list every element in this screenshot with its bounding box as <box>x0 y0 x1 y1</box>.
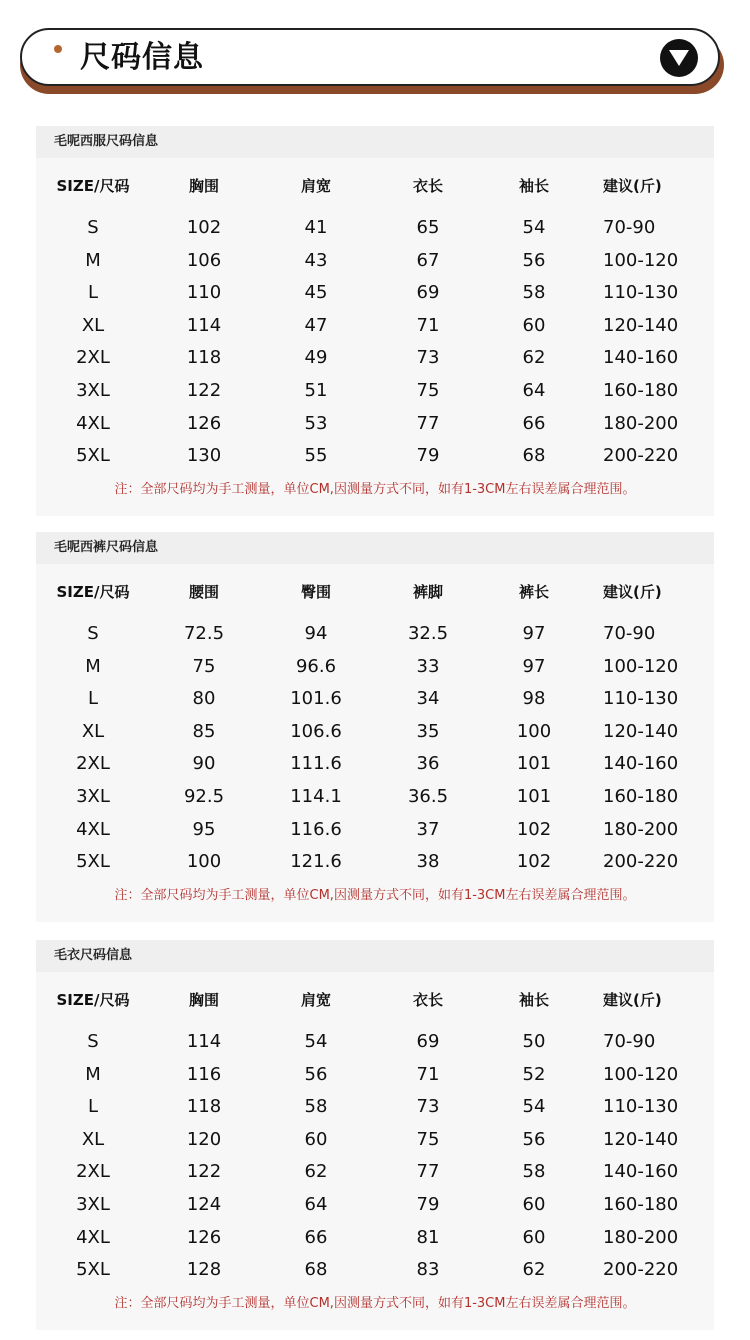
table-cell: 102 <box>516 818 552 840</box>
table-cell: 60 <box>522 314 546 336</box>
table-cell: 79 <box>416 1194 440 1215</box>
table-cell: 58 <box>522 282 546 304</box>
table-cell: 140-160 <box>603 753 679 775</box>
section-title: 毛衣尺码信息 <box>36 940 714 972</box>
table-cell: 73 <box>416 347 440 369</box>
table-cell: 34 <box>416 688 440 710</box>
section-title: 毛呢西裤尺码信息 <box>36 532 714 564</box>
table-cell: 33 <box>416 655 440 677</box>
table-cell: 102 <box>186 217 222 238</box>
measurement-note: 注：全部尺码均为手工测量，单位CM,因测量方式不同，如有1-3CM左右误差属合理范围。 <box>114 1296 636 1311</box>
table-cell: 47 <box>304 314 328 336</box>
table-header-row <box>36 578 714 606</box>
column-header: SIZE/尺码 <box>56 991 130 1009</box>
table-row <box>36 783 714 811</box>
table-cell: 73 <box>416 1096 440 1118</box>
table-cell: 32.5 <box>407 623 449 644</box>
table-cell: 70-90 <box>603 623 656 644</box>
table-row <box>36 279 714 307</box>
size-label: 5XL <box>76 1259 110 1281</box>
table-row <box>36 1191 714 1219</box>
table-row <box>36 750 714 778</box>
table-row <box>36 1256 714 1284</box>
table-cell: 52 <box>522 1063 546 1085</box>
table-cell: 66 <box>304 1226 328 1248</box>
size-label: 5XL <box>76 851 110 873</box>
table-cell: 114.1 <box>290 786 342 807</box>
size-label: S <box>87 1031 99 1052</box>
column-header: SIZE/尺码 <box>56 583 130 601</box>
measurement-note: 注：全部尺码均为手工测量，单位CM,因测量方式不同，如有1-3CM左右误差属合理范围。 <box>114 482 636 497</box>
table-cell: 64 <box>522 380 546 401</box>
table-cell: 160-180 <box>603 786 679 807</box>
table-cell: 200-220 <box>603 445 679 467</box>
size-label: 5XL <box>76 445 110 467</box>
table-cell: 116.6 <box>290 818 342 840</box>
table-cell: 62 <box>522 1259 546 1281</box>
table-cell: 77 <box>416 1161 440 1183</box>
table-cell: 100-120 <box>603 1063 679 1085</box>
table-cell: 80 <box>192 688 216 710</box>
table-cell: 130 <box>186 445 222 467</box>
table-cell: 128 <box>186 1259 222 1281</box>
size-section-trousers <box>36 532 714 922</box>
table-row <box>36 620 714 648</box>
table-cell: 65 <box>416 217 440 238</box>
size-section-suit-jacket <box>36 126 714 516</box>
table-cell: 120 <box>186 1128 222 1150</box>
table-cell: 79 <box>416 445 440 467</box>
table-cell: 81 <box>416 1226 440 1248</box>
table-cell: 118 <box>186 1096 222 1118</box>
table-cell: 200-220 <box>603 1259 679 1281</box>
table-cell: 114 <box>186 1031 222 1052</box>
size-label: M <box>85 249 101 271</box>
column-header: 肩宽 <box>300 991 331 1009</box>
table-cell: 124 <box>186 1194 222 1215</box>
table-cell: 69 <box>416 282 440 304</box>
size-section-sweater <box>36 940 714 1330</box>
table-cell: 94 <box>304 623 328 644</box>
table-cell: 69 <box>416 1031 440 1052</box>
size-label: L <box>87 282 99 304</box>
table-cell: 106 <box>186 249 222 271</box>
table-cell: 92.5 <box>183 786 225 807</box>
table-cell: 66 <box>522 412 546 434</box>
table-cell: 120-140 <box>603 720 679 742</box>
table-cell: 54 <box>522 217 546 238</box>
table-row <box>36 247 714 275</box>
table-cell: 60 <box>522 1226 546 1248</box>
table-cell: 71 <box>416 1063 440 1085</box>
table-cell: 35 <box>416 720 440 742</box>
table-cell: 75 <box>192 655 216 677</box>
table-cell: 160-180 <box>603 380 679 401</box>
table-cell: 100-120 <box>603 249 679 271</box>
table-cell: 110-130 <box>603 282 679 304</box>
size-label: 3XL <box>76 1194 110 1215</box>
size-label: XL <box>81 720 105 742</box>
table-header-row <box>36 172 714 200</box>
size-label: 2XL <box>76 753 110 775</box>
table-cell: 121.6 <box>290 851 342 873</box>
table-cell: 160-180 <box>603 1194 679 1215</box>
table-row <box>36 1224 714 1252</box>
table-cell: 100 <box>186 851 222 873</box>
table-cell: 200-220 <box>603 851 679 873</box>
size-label: 2XL <box>76 1161 110 1183</box>
table-cell: 75 <box>416 380 440 401</box>
column-header: 建议(斤) <box>603 177 662 195</box>
table-cell: 120-140 <box>603 314 679 336</box>
table-cell: 67 <box>416 249 440 271</box>
table-row <box>36 442 714 470</box>
table-cell: 71 <box>416 314 440 336</box>
table-cell: 95 <box>192 818 216 840</box>
table-row <box>36 685 714 713</box>
table-cell: 68 <box>522 445 546 467</box>
table-cell: 60 <box>522 1194 546 1215</box>
table-cell: 41 <box>304 217 328 238</box>
column-header: 胸围 <box>188 991 219 1009</box>
table-cell: 111.6 <box>290 753 342 775</box>
bullet-dot <box>54 45 62 53</box>
table-cell: 54 <box>304 1031 328 1052</box>
column-header: 臀围 <box>300 583 331 601</box>
table-cell: 56 <box>522 249 546 271</box>
table-cell: 56 <box>304 1063 328 1085</box>
size-label: 4XL <box>76 818 110 840</box>
table-cell: 120-140 <box>603 1128 679 1150</box>
table-cell: 64 <box>304 1194 328 1215</box>
size-label: M <box>85 655 101 677</box>
table-cell: 36.5 <box>407 786 449 807</box>
table-row <box>36 214 714 242</box>
table-row <box>36 1028 714 1056</box>
table-cell: 51 <box>304 380 328 401</box>
table-row <box>36 377 714 405</box>
column-header: 肩宽 <box>300 177 331 195</box>
column-header: 建议(斤) <box>603 583 662 601</box>
page-title: 尺码信息 <box>80 40 204 75</box>
column-header: 衣长 <box>412 177 443 195</box>
column-header: 衣长 <box>412 991 443 1009</box>
table-row <box>36 1126 714 1154</box>
table-cell: 58 <box>304 1096 328 1118</box>
size-label: 3XL <box>76 786 110 807</box>
table-cell: 118 <box>186 347 222 369</box>
table-cell: 68 <box>304 1259 328 1281</box>
table-cell: 180-200 <box>603 1226 679 1248</box>
table-cell: 102 <box>516 851 552 873</box>
size-label: S <box>87 217 99 238</box>
table-cell: 110-130 <box>603 688 679 710</box>
table-cell: 140-160 <box>603 1161 679 1183</box>
measurement-note: 注：全部尺码均为手工测量，单位CM,因测量方式不同，如有1-3CM左右误差属合理范围。 <box>114 888 636 903</box>
column-header: 袖长 <box>518 177 549 195</box>
table-cell: 126 <box>186 412 222 434</box>
table-cell: 56 <box>522 1128 546 1150</box>
table-cell: 101 <box>516 786 552 807</box>
column-header: 腰围 <box>188 583 219 601</box>
table-row <box>36 1061 714 1089</box>
table-cell: 49 <box>304 347 328 369</box>
table-cell: 55 <box>304 445 328 467</box>
table-cell: 122 <box>186 1161 222 1183</box>
size-label: M <box>85 1063 101 1085</box>
size-label: L <box>87 1096 99 1118</box>
table-cell: 43 <box>304 249 328 271</box>
table-cell: 54 <box>522 1096 546 1118</box>
table-cell: 114 <box>186 314 222 336</box>
table-cell: 75 <box>416 1128 440 1150</box>
table-cell: 83 <box>416 1259 440 1281</box>
table-cell: 180-200 <box>603 818 679 840</box>
table-cell: 110 <box>186 282 222 304</box>
size-label: 3XL <box>76 380 110 401</box>
table-cell: 45 <box>304 282 328 304</box>
table-cell: 122 <box>186 380 222 401</box>
size-label: L <box>87 688 99 710</box>
size-label: S <box>87 623 99 644</box>
table-cell: 97 <box>522 623 546 644</box>
size-label: XL <box>81 314 105 336</box>
column-header: SIZE/尺码 <box>56 177 130 195</box>
table-row <box>36 848 714 876</box>
table-row <box>36 653 714 681</box>
table-row <box>36 344 714 372</box>
table-cell: 140-160 <box>603 347 679 369</box>
table-cell: 72.5 <box>183 623 225 644</box>
table-cell: 180-200 <box>603 412 679 434</box>
table-cell: 58 <box>522 1161 546 1183</box>
table-cell: 116 <box>186 1063 222 1085</box>
table-cell: 62 <box>304 1161 328 1183</box>
table-cell: 100 <box>516 720 552 742</box>
table-cell: 37 <box>416 818 440 840</box>
table-cell: 126 <box>186 1226 222 1248</box>
table-cell: 97 <box>522 655 546 677</box>
table-cell: 60 <box>304 1128 328 1150</box>
table-row <box>36 312 714 340</box>
table-cell: 50 <box>522 1031 546 1052</box>
table-header-row <box>36 986 714 1014</box>
column-header: 建议(斤) <box>603 991 662 1009</box>
column-header: 袖长 <box>518 991 549 1009</box>
table-cell: 77 <box>416 412 440 434</box>
table-cell: 100-120 <box>603 655 679 677</box>
table-cell: 106.6 <box>290 720 342 742</box>
column-header: 裤脚 <box>412 583 443 601</box>
table-row <box>36 1093 714 1121</box>
table-cell: 36 <box>416 753 440 775</box>
table-cell: 110-130 <box>603 1096 679 1118</box>
column-header: 胸围 <box>188 177 219 195</box>
table-row <box>36 1158 714 1186</box>
size-label: 4XL <box>76 412 110 434</box>
chevron-down-icon[interactable] <box>660 39 698 77</box>
table-cell: 70-90 <box>603 217 656 238</box>
section-title: 毛呢西服尺码信息 <box>36 126 714 158</box>
table-cell: 90 <box>192 753 216 775</box>
table-cell: 62 <box>522 347 546 369</box>
size-label: 4XL <box>76 1226 110 1248</box>
table-cell: 85 <box>192 720 216 742</box>
table-cell: 98 <box>522 688 546 710</box>
size-label: XL <box>81 1128 105 1150</box>
table-row <box>36 816 714 844</box>
table-row <box>36 410 714 438</box>
table-row <box>36 718 714 746</box>
table-cell: 96.6 <box>295 655 337 677</box>
table-cell: 53 <box>304 412 328 434</box>
column-header: 裤长 <box>518 583 549 601</box>
table-cell: 101 <box>516 753 552 775</box>
size-label: 2XL <box>76 347 110 369</box>
table-cell: 101.6 <box>290 688 342 710</box>
table-cell: 70-90 <box>603 1031 656 1052</box>
header-banner <box>20 28 720 86</box>
table-cell: 38 <box>416 851 440 873</box>
